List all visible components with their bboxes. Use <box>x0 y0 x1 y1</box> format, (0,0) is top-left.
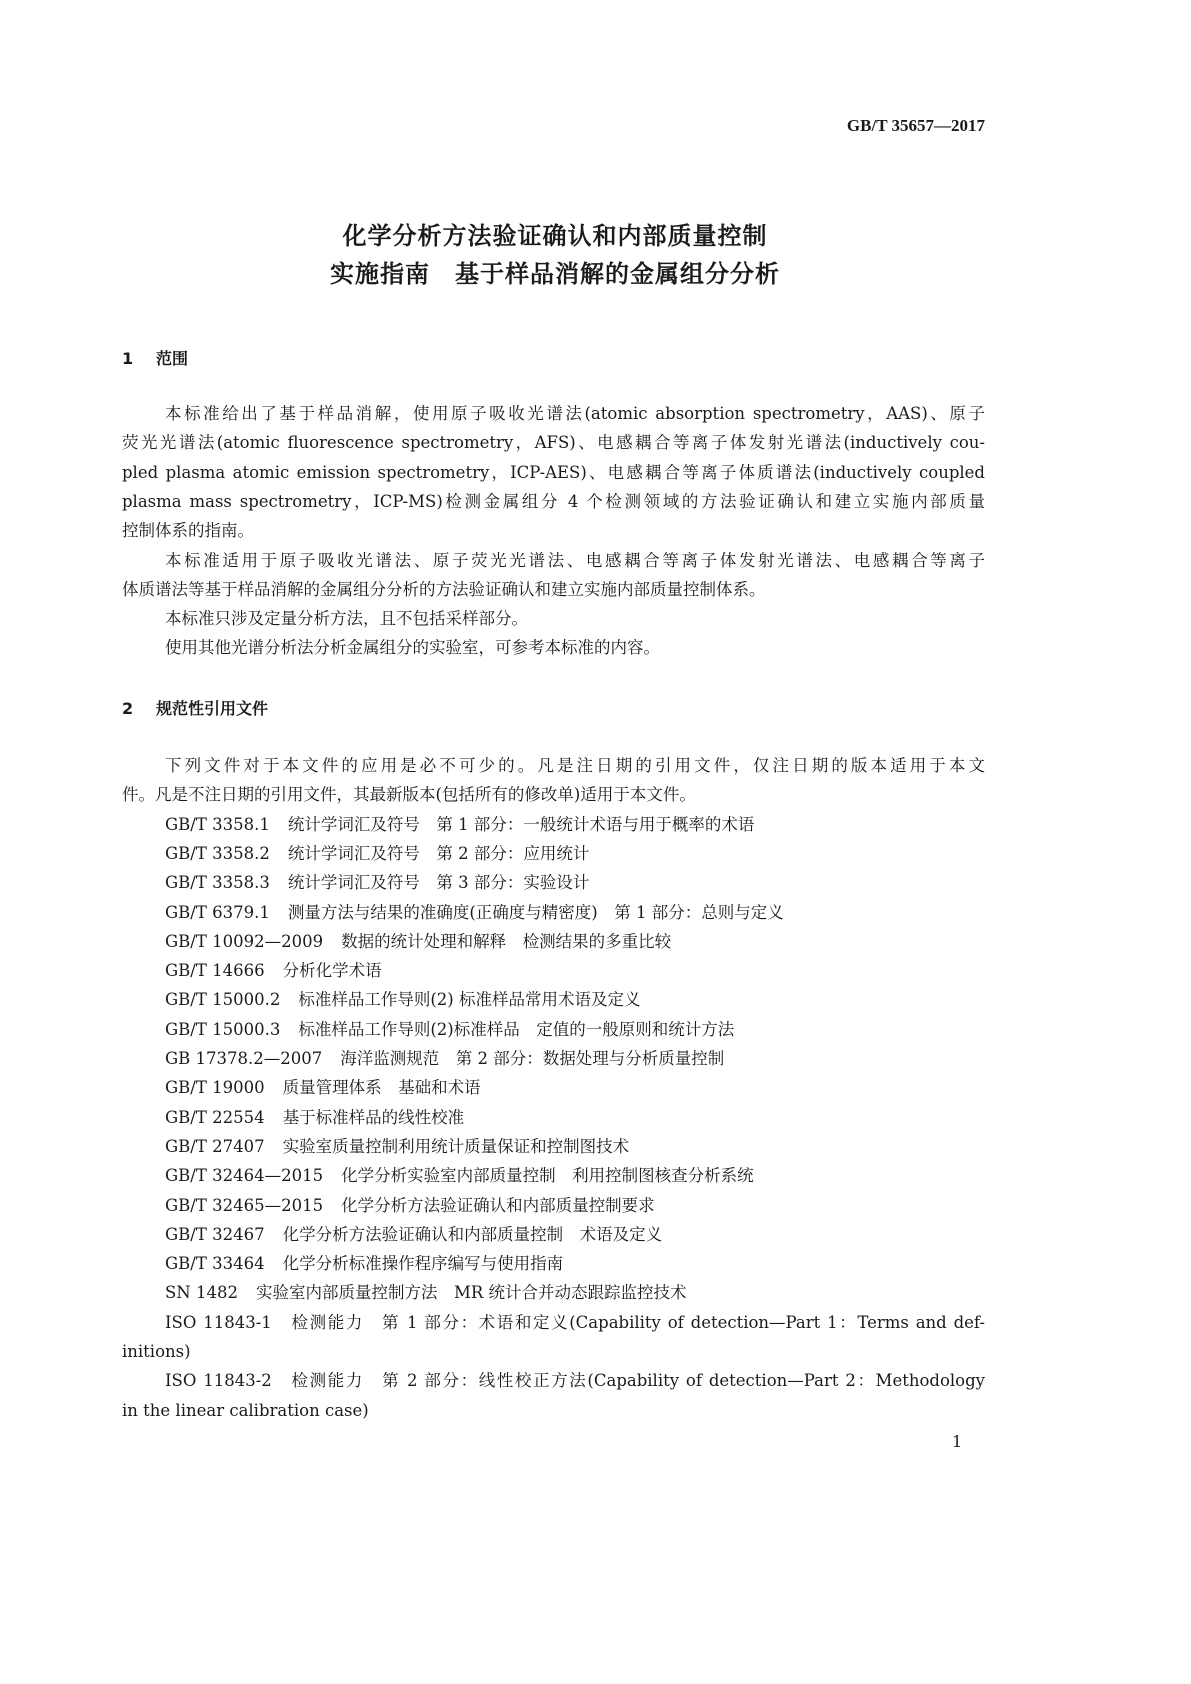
paragraph-line <box>165 638 985 658</box>
line-text: pled plasma atomic emission spectrometry，ICP-AES)、电感耦合等离子体质谱法(inductively coupled <box>122 462 985 482</box>
reference-code: GB/T 32465—2015 <box>165 1195 324 1215</box>
line-text: 统计学词汇及符号 第 3 部分：实验设计 <box>287 873 590 893</box>
reference-item <box>165 1196 985 1216</box>
section-heading-scope <box>122 346 188 369</box>
line-text: 测量方法与结果的准确度(正确度与精密度) 第 1 部分：总则与定义 <box>287 902 784 922</box>
paragraph-line <box>165 1371 985 1391</box>
line-text: 使用其他光谱分析法分析金属组分的实验室，可参考本标准的内容。 <box>165 638 660 658</box>
reference-item <box>165 1020 985 1040</box>
reference-item <box>165 1225 985 1245</box>
reference-item <box>165 1078 985 1098</box>
paragraph-line <box>165 609 985 629</box>
paragraph-line <box>122 492 985 512</box>
line-text: 化学分析实验室内部质量控制 利用控制图核查分析系统 <box>341 1166 754 1186</box>
line-text: 海洋监测规范 第 2 部分：数据处理与分析质量控制 <box>340 1049 725 1068</box>
line-text: 实验室内部质量控制方法 MR 统计合并动态跟踪监控技术 <box>255 1283 687 1303</box>
line-text: 标准样品工作导则(2)标准样品 定值的一般原则和统计方法 <box>298 1019 735 1039</box>
line-text: ISO 11843-1 检测能力 第 1 部分：术语和定义(Capability of detection—Part 1：Terms and def- <box>165 1312 985 1332</box>
reference-code: GB/T 19000 <box>165 1078 265 1098</box>
reference-code: GB/T 10092—2009 <box>165 931 324 951</box>
reference-item <box>165 873 985 893</box>
section-number: 2 <box>122 699 134 718</box>
line-text: 统计学词汇及符号 第 2 部分：应用统计 <box>287 843 590 863</box>
line-text: 体质谱法等基于样品消解的金属组分分析的方法验证确认和建立实施内部质量控制体系。 <box>122 579 766 599</box>
reference-item <box>165 815 985 835</box>
reference-item <box>165 932 985 952</box>
line-text: 分析化学术语 <box>282 961 382 981</box>
section-number: 1 <box>122 349 134 368</box>
line-text: 基于标准样品的线性校准 <box>282 1107 465 1127</box>
line-text: 控制体系的指南。 <box>122 521 254 541</box>
line-text: 化学分析方法验证确认和内部质量控制要求 <box>341 1195 655 1215</box>
paragraph-line <box>122 433 985 453</box>
line-text: 本标准只涉及定量分析方法，且不包括采样部分。 <box>165 609 528 629</box>
section-title: 规范性引用文件 <box>156 699 269 718</box>
paragraph-line <box>122 463 985 483</box>
reference-code: GB/T 15000.2 <box>165 990 281 1010</box>
reference-code: GB/T 3358.3 <box>165 873 270 893</box>
line-text: ISO 11843-2 检测能力 第 2 部分：线性校正方法(Capability of detection—Part 2：Methodology <box>165 1371 985 1391</box>
reference-item <box>165 961 985 981</box>
line-text: 件。凡是不注日期的引用文件，其最新版本(包括所有的修改单)适用于本文件。 <box>122 785 696 805</box>
line-text: 化学分析方法验证确认和内部质量控制 术语及定义 <box>282 1224 663 1244</box>
paragraph-line <box>122 1342 985 1362</box>
paragraph-line <box>122 580 985 600</box>
reference-code: GB/T 32467 <box>165 1224 265 1244</box>
reference-code: GB/T 32464—2015 <box>165 1166 324 1186</box>
line-text: 标准样品工作导则(2) 标准样品常用术语及定义 <box>298 990 641 1010</box>
reference-code: GB/T 3358.2 <box>165 843 270 863</box>
line-text: initions) <box>122 1342 191 1361</box>
paragraph-line <box>122 785 985 805</box>
reference-item <box>165 1166 985 1186</box>
line-text: in the linear calibration case) <box>122 1400 369 1420</box>
paragraph-line <box>165 551 985 571</box>
line-text: 质量管理体系 基础和术语 <box>282 1078 481 1098</box>
reference-item <box>165 1283 985 1303</box>
line-text: 统计学词汇及符号 第 1 部分：一般统计术语与用于概率的术语 <box>287 814 755 834</box>
reference-item <box>165 1108 985 1128</box>
line-text: 下列文件对于本文件的应用是必不可少的。凡是注日期的引用文件，仅注日期的版本适用于本文 <box>165 756 985 775</box>
section-title: 范围 <box>156 349 189 368</box>
line-text: 数据的统计处理和解释 检测结果的多重比较 <box>341 931 672 951</box>
reference-code: SN 1482 <box>165 1283 238 1303</box>
standard-number: GB/T 35657—2017 <box>846 116 985 135</box>
reference-code: GB/T 33464 <box>165 1254 265 1274</box>
paragraph-line <box>122 521 985 541</box>
line-text: 荧光光谱法(atomic fluorescence spectrometry，AFS)、电感耦合等离子体发射光谱法(inductively cou- <box>122 433 985 453</box>
line-text: plasma mass spectrometry，ICP-MS)检测金属组分 4 个检测领域的方法验证确认和建立实施内部质量 <box>122 491 985 511</box>
line-text: 本标准适用于原子吸收光谱法、原子荧光光谱法、电感耦合等离子体发射光谱法、电感耦合等离子 <box>165 550 985 570</box>
paragraph-line <box>165 756 985 776</box>
line-text: 本标准给出了基于样品消解，使用原子吸收光谱法(atomic absorption spectrometry，AAS)、原子 <box>165 404 985 423</box>
section-heading-normative-references <box>122 696 268 719</box>
reference-item <box>165 1137 985 1157</box>
document-title-line-2: 实施指南 基于样品消解的金属组分分析 <box>330 260 780 288</box>
reference-item <box>165 1254 985 1274</box>
paragraph-line <box>165 1313 985 1333</box>
reference-code: GB 17378.2—2007 <box>165 1049 323 1068</box>
document-title-line-1: 化学分析方法验证确认和内部质量控制 <box>342 222 768 250</box>
reference-code: GB/T 27407 <box>165 1136 265 1156</box>
reference-code: GB/T 6379.1 <box>165 902 270 922</box>
reference-code: GB/T 14666 <box>165 961 265 981</box>
reference-item <box>165 844 985 864</box>
reference-code: GB/T 3358.1 <box>165 814 270 834</box>
paragraph-line <box>165 404 985 424</box>
paragraph-line <box>122 1401 985 1421</box>
line-text: 实验室质量控制利用统计质量保证和控制图技术 <box>282 1136 630 1156</box>
reference-item <box>165 990 985 1010</box>
line-text: 化学分析标准操作程序编写与使用指南 <box>282 1254 564 1274</box>
reference-code: GB/T 22554 <box>165 1107 265 1127</box>
reference-item <box>165 903 985 923</box>
reference-item <box>165 1049 985 1069</box>
page-number: 1 <box>952 1432 963 1451</box>
reference-code: GB/T 15000.3 <box>165 1019 281 1039</box>
